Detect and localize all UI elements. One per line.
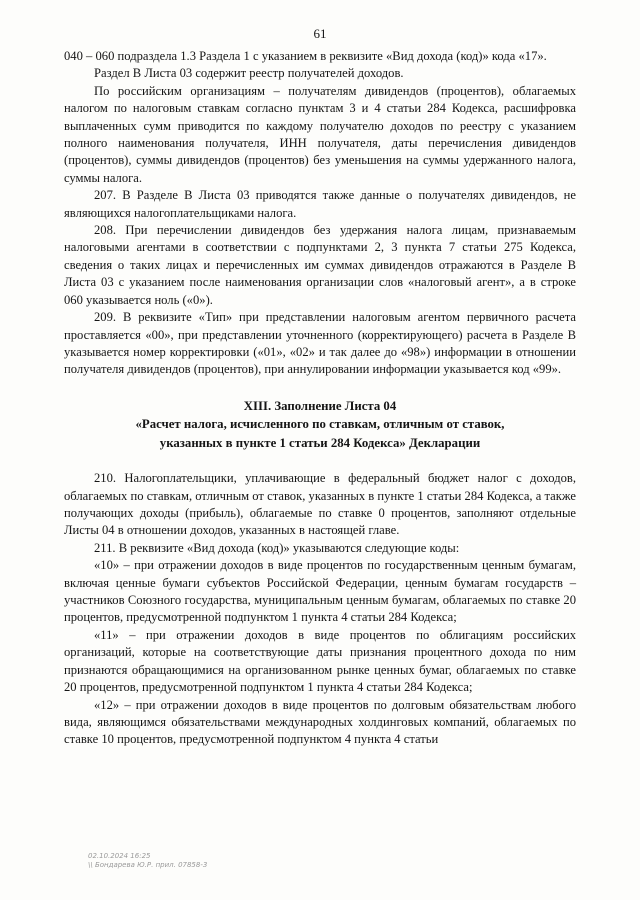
paragraph: «10» – при отражении доходов в виде процентов по государственным ценным бумагам, включая ценные бумаги субъектов Российской Федерации, ценным бумагам государств – участников Союзного государства, муниципальным ценным бумагам, облагаемых по ставке 20 процентов, предусмотренной подпунктом 1 пункта 4 статьи 284 Кодекса; — [64, 558, 576, 625]
paragraph: 208. При перечислении дивидендов без удержания налога лицам, признаваемым налоговыми агентами в соответствии с подпунктами 2, 3 пункта 7 статьи 275 Кодекса, сведения о таких лицах и перечисленных им суммах дивидендов отражаются в Разделе В Листа 03 с указанием после наименования организации слов «налоговый агент», а в строке 060 указывается ноль («0»). — [64, 223, 576, 307]
stamp-file: \\ Бондарева Ю.Р. прил. 07858-3 — [88, 861, 208, 869]
paragraph: 211. В реквизите «Вид дохода (код)» указываются следующие коды: — [94, 540, 460, 555]
page-number: 61 — [313, 26, 327, 41]
section-heading-line: указанных в пункте 1 статьи 284 Кодекса» Декларации — [159, 435, 481, 450]
paragraph: По российским организациям – получателям дивидендов (процентов), облагаемых налогом по налоговым ставкам согласно пунктам 3 и 4 статьи 284 Кодекса, расшифровка выплаченных сумм приводится по каждому получателю доходов по реестру с указанием полного наименования получателя, ИНН получателя, даты перечисления дивидендов (процентов), суммы дивидендов (процентов) без уменьшения на суммы удержанного налога, суммы налога. — [64, 83, 576, 185]
section-heading-line: XIII. Заполнение Листа 04 — [243, 398, 397, 413]
paragraph: 040 – 060 подраздела 1.3 Раздела 1 с указанием в реквизите «Вид дохода (код)» кода «17». — [64, 49, 547, 63]
paragraph: «11» – при отражении доходов в виде процентов по облигациям российских организаций, которые на соответствующие даты признания процентного дохода по ним признаются обращающимися на организованном рынке ценных бумаг, облагаемых по ставке 20 процентов, предусмотренной подпунктом 1 пункта 4 статьи 284 Кодекса; — [64, 627, 576, 695]
section-heading-line: «Расчет налога, исчисленного по ставкам, отличным от ставок, — [135, 417, 505, 432]
stamp-date: 02.10.2024 16:25 — [88, 852, 151, 860]
footer-stamp — [88, 852, 207, 870]
paragraph: 210. Налогоплательщики, уплачивающие в федеральный бюджет налог с доходов, облагаемых по ставкам, отличным от ставок, указанных в пункте 1 статьи 284 Кодекса, а также получающих доходы (прибыль), облагаемые по ставке 0 процентов, заполняют отдельные Листы 04 в отношении доходов, указанных в настоящей главе. — [64, 471, 576, 538]
paragraph: 207. В Разделе В Листа 03 приводятся также данные о получателях дивидендов, не являющихся налогоплательщиками налога. — [64, 188, 576, 220]
paragraph: 209. В реквизите «Тип» при представлении налоговым агентом первичного расчета проставляется «00», при представлении уточненного (корректирующего) расчета в Разделе В указывается номер корректировки («01», «02» и так далее до «98») информации в отношении получателя дивидендов (процентов), при аннулировании информации указывается код «99». — [64, 310, 576, 377]
document-body — [64, 48, 576, 749]
paragraph: Раздел В Листа 03 содержит реестр получателей доходов. — [94, 66, 404, 81]
paragraph: «12» – при отражении доходов в виде процентов по долговым обязательствам любого вида, являющимся обязательствами международных холдинговых компаний, облагаемых по ставке 10 процентов, предусмотренной подпунктом 4 пункта 4 статьи — [64, 697, 576, 747]
section-heading — [64, 397, 576, 453]
